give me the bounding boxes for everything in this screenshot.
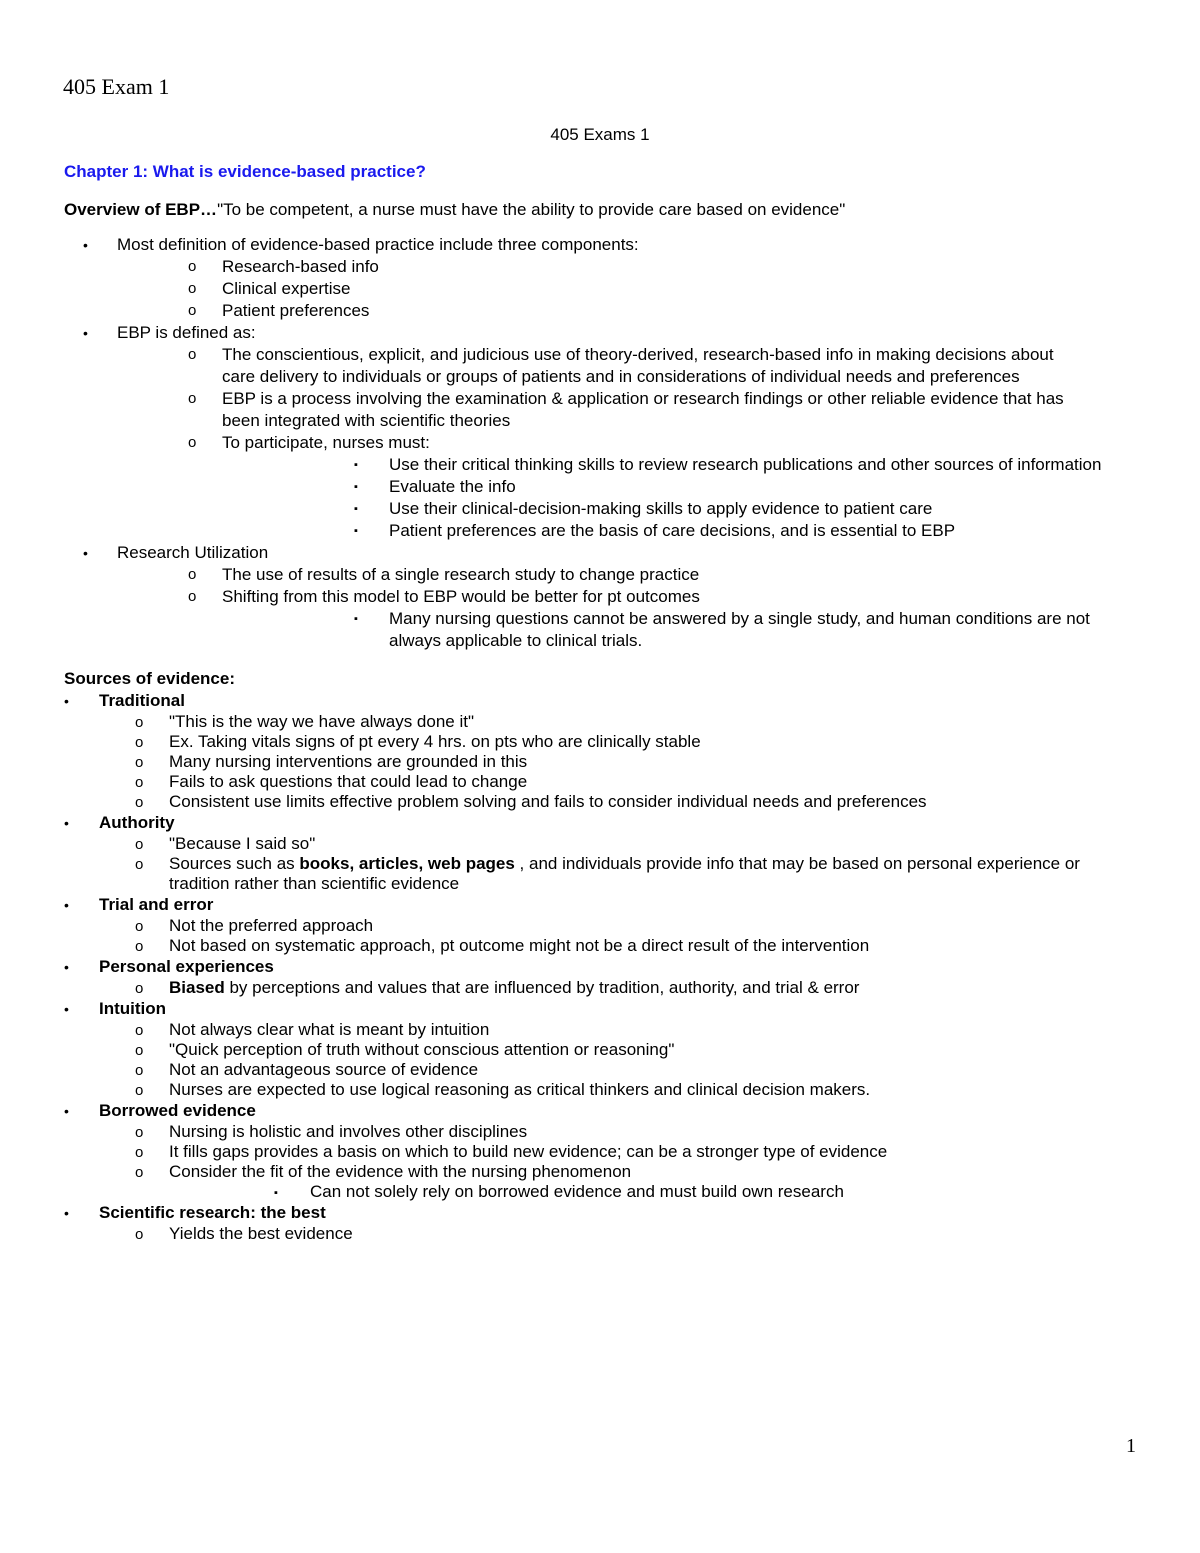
list-item-text: Many nursing interventions are grounded in this (169, 752, 528, 771)
source-label: Traditional (99, 691, 185, 710)
list-item (64, 1202, 1144, 1244)
circle-marker: o (188, 258, 197, 275)
circle-marker: o (135, 754, 144, 771)
circle-marker: o (135, 774, 144, 791)
list-item-text: Not the preferred approach (169, 916, 374, 935)
circle-marker: o (135, 1062, 144, 1079)
list-item (64, 1060, 1144, 1080)
list-item (64, 812, 1144, 894)
bold-text: Biased (169, 978, 225, 997)
sub-sub-list (222, 454, 1144, 542)
list-item (64, 732, 1144, 752)
text-segment: Sources such as (169, 854, 300, 873)
list-item-text: Not based on systematic approach, pt outcome might not be a direct result of the intervention (169, 936, 870, 955)
text-segment: by perceptions and values that are influenced by tradition, authority, and trial & error (224, 978, 860, 997)
sub-list (99, 978, 1144, 998)
bullet-marker: • (64, 1103, 69, 1119)
list-item-text: Most definition of evidence-based practice include three components: (117, 235, 639, 254)
circle-marker: o (135, 938, 144, 955)
list-item (64, 978, 1144, 998)
circle-marker: o (135, 1226, 144, 1243)
bullet-marker: • (64, 1001, 69, 1017)
bullet-marker: • (64, 693, 69, 709)
list-item-text (169, 978, 1144, 998)
circle-marker: o (135, 856, 144, 873)
circle-marker: o (135, 1164, 144, 1181)
list-item-text: Not an advantageous source of evidence (169, 1060, 479, 1079)
list-item-text: Patient preferences (222, 301, 370, 320)
list-item-text: Research-based info (222, 257, 379, 276)
sub-sub-list (222, 608, 1144, 652)
square-marker: ▪ (354, 481, 358, 493)
sources-list (64, 690, 1144, 1244)
list-item (64, 772, 1144, 792)
list-item-text: "This is the way we have always done it" (169, 712, 474, 731)
list-item (64, 834, 1144, 854)
bullet-marker: • (64, 815, 69, 831)
bold-text: books, articles, web pages (299, 854, 515, 873)
list-item (117, 278, 1144, 300)
list-item-text: Clinical expertise (222, 279, 351, 298)
source-label: Trial and error (99, 895, 214, 914)
list-item (222, 498, 1144, 520)
list-item (222, 454, 1144, 476)
list-item (117, 432, 1144, 542)
square-marker: ▪ (354, 613, 358, 625)
list-item (117, 586, 1144, 652)
sub-list (117, 256, 1144, 322)
list-item (64, 854, 1144, 894)
list-item-text: Ex. Taking vitals signs of pt every 4 hrs. on pts who are clinically stable (169, 732, 701, 751)
circle-marker: o (188, 566, 197, 583)
list-item (64, 894, 1144, 956)
list-item-text: Yields the best evidence (169, 1224, 353, 1243)
source-label: Intuition (99, 999, 167, 1018)
list-item (64, 1162, 1144, 1202)
circle-marker: o (135, 794, 144, 811)
list-item-text: Use their critical thinking skills to review research publications and other sources of information (389, 455, 1102, 474)
circle-marker: o (135, 836, 144, 853)
list-item (117, 564, 1144, 586)
bullet-marker: • (64, 1205, 69, 1221)
square-marker: ▪ (354, 525, 358, 537)
text-segment: , and individuals provide info that may be based on personal experience or tradition rather than scientific evidence (169, 854, 1080, 893)
list-item (64, 1020, 1144, 1040)
list-item (64, 1142, 1144, 1162)
source-label: Scientific research: the best (99, 1203, 326, 1222)
circle-marker: o (188, 390, 197, 407)
list-item-text: EBP is defined as: (117, 323, 256, 342)
list-item (64, 234, 1144, 322)
sub-list (99, 1224, 1144, 1244)
source-label: Borrowed evidence (99, 1101, 256, 1120)
square-marker: ▪ (274, 1187, 278, 1199)
sub-list (117, 344, 1144, 542)
list-item-text: To participate, nurses must: (222, 433, 430, 452)
list-item-text: Fails to ask questions that could lead to change (169, 772, 528, 791)
list-item-text: Nursing is holistic and involves other disciplines (169, 1122, 528, 1141)
circle-marker: o (188, 302, 197, 319)
list-item (64, 712, 1144, 732)
page-header: 405 Exam 1 (63, 74, 170, 99)
list-item (222, 608, 1144, 652)
list-item (117, 256, 1144, 278)
overview-lead: Overview of EBP… (64, 200, 218, 219)
chapter-heading: Chapter 1: What is evidence-based practice? (64, 162, 426, 181)
list-item (222, 476, 1144, 498)
source-label: Personal experiences (99, 957, 274, 976)
circle-marker: o (135, 1124, 144, 1141)
circle-marker: o (188, 434, 197, 451)
list-item-text: Use their clinical-decision-making skills to apply evidence to patient care (389, 499, 933, 518)
sub-list (99, 1020, 1144, 1100)
list-item-text: Shifting from this model to EBP would be better for pt outcomes (222, 587, 700, 606)
list-item-text: Consider the fit of the evidence with the nursing phenomenon (169, 1162, 632, 1181)
list-item (64, 1080, 1144, 1100)
circle-marker: o (135, 918, 144, 935)
list-item-text: Nurses are expected to use logical reasoning as critical thinkers and clinical decision makers. (169, 1080, 871, 1099)
list-item-text (169, 854, 1144, 894)
list-item (64, 690, 1144, 812)
list-item (64, 322, 1144, 542)
bullet-marker: • (64, 959, 69, 975)
list-item-text: Consistent use limits effective problem solving and fails to consider individual needs and preferences (169, 792, 927, 811)
list-item (117, 388, 1144, 432)
circle-marker: o (135, 1022, 144, 1039)
list-item (64, 1100, 1144, 1202)
circle-marker: o (135, 734, 144, 751)
square-marker: ▪ (354, 503, 358, 515)
overview-quote: "To be competent, a nurse must have the ability to provide care based on evidence" (217, 200, 846, 219)
list-item-text: EBP is a process involving the examination & application or research findings or other reliable evidence that has been integrated with scientific theories (222, 389, 1064, 430)
document-body (64, 161, 1144, 1244)
list-item (64, 1224, 1144, 1244)
circle-marker: o (135, 1082, 144, 1099)
list-item-text: Many nursing questions cannot be answered by a single study, and human conditions are not always applicable to clinical trials. (389, 609, 1090, 650)
sub-list (117, 564, 1144, 652)
list-item (134, 1182, 1144, 1202)
list-item (64, 998, 1144, 1100)
circle-marker: o (135, 1042, 144, 1059)
bullet-marker: • (83, 545, 88, 561)
list-item (64, 936, 1144, 956)
bullet-marker: • (83, 325, 88, 341)
square-marker: ▪ (354, 459, 358, 471)
list-item (64, 542, 1144, 652)
source-label: Authority (99, 813, 175, 832)
list-item-text: "Because I said so" (169, 834, 316, 853)
list-item-text: The use of results of a single research study to change practice (222, 565, 700, 584)
ebp-list (64, 234, 1144, 652)
list-item (64, 1040, 1144, 1060)
circle-marker: o (188, 280, 197, 297)
list-item (222, 520, 1144, 542)
sub-list (99, 1122, 1144, 1202)
list-item (117, 300, 1144, 322)
list-item (64, 1122, 1144, 1142)
list-item-text: Patient preferences are the basis of care decisions, and is essential to EBP (389, 521, 956, 540)
list-item (64, 956, 1144, 998)
list-item (117, 344, 1144, 388)
sub-list (99, 834, 1144, 894)
list-item (64, 916, 1144, 936)
sub-list (99, 916, 1144, 956)
circle-marker: o (135, 714, 144, 731)
list-item-text: Evaluate the info (389, 477, 516, 496)
bullet-marker: • (83, 237, 88, 253)
sub-sub-list (169, 1182, 1144, 1202)
sub-list (99, 712, 1144, 812)
circle-marker: o (135, 980, 144, 997)
list-item-text: "Quick perception of truth without conscious attention or reasoning" (169, 1040, 675, 1059)
list-item-text: It fills gaps provides a basis on which to build new evidence; can be a stronger type of evidence (169, 1142, 888, 1161)
list-item-text: The conscientious, explicit, and judicious use of theory-derived, research-based info in making decisions about care delivery to individuals or groups of patients and in considerations of individual needs and preferences (222, 345, 1054, 386)
circle-marker: o (135, 1144, 144, 1161)
sources-heading: Sources of evidence: (64, 669, 236, 688)
list-item-text: Can not solely rely on borrowed evidence and must build own research (310, 1182, 844, 1201)
page-number: 1 (1126, 1435, 1136, 1457)
bullet-marker: • (64, 897, 69, 913)
overview-paragraph (64, 199, 1144, 221)
list-item-text: Not always clear what is meant by intuition (169, 1020, 490, 1039)
list-item-text: Research Utilization (117, 543, 269, 562)
circle-marker: o (188, 346, 197, 363)
list-item (64, 792, 1144, 812)
document-title: 405 Exams 1 (550, 125, 650, 144)
circle-marker: o (188, 588, 197, 605)
list-item (64, 752, 1144, 772)
